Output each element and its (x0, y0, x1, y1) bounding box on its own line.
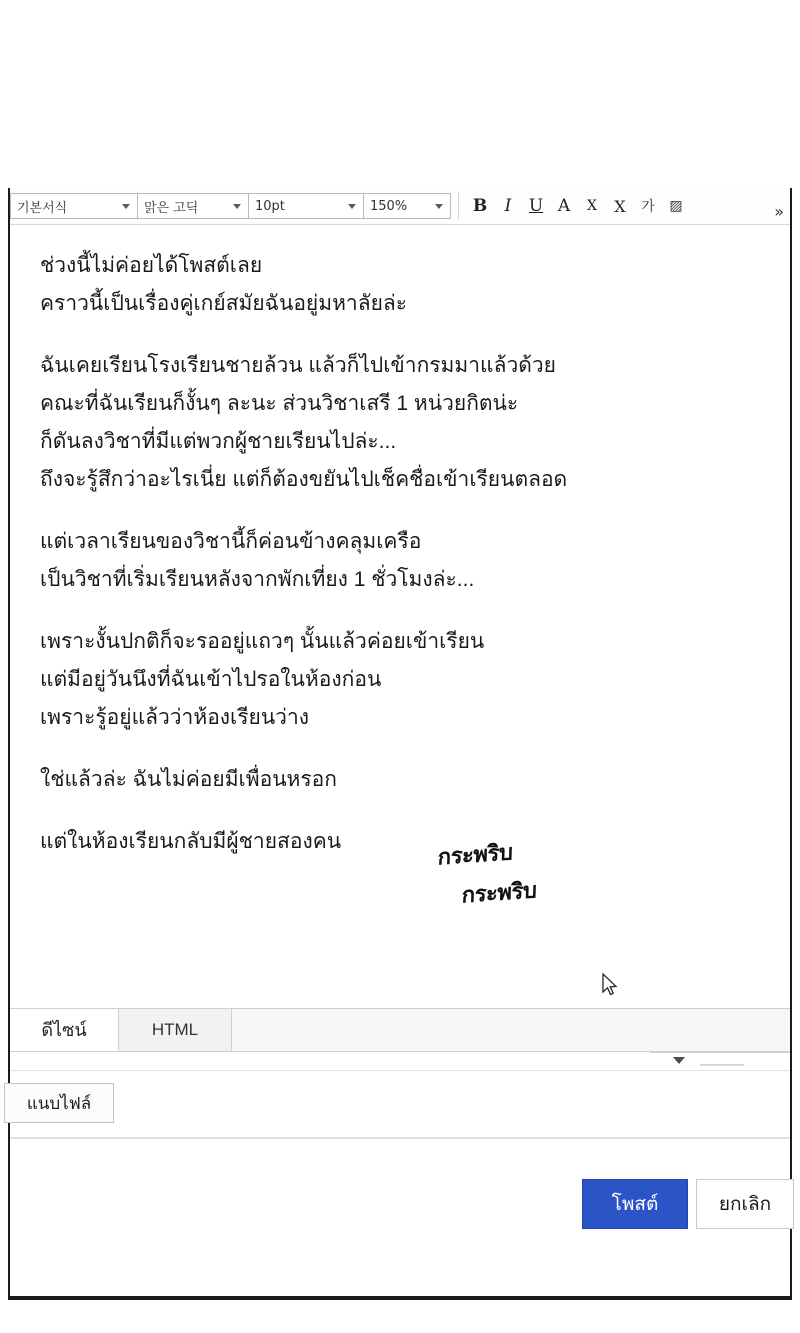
doc-line: แต่มีอยู่วันนึงที่ฉันเข้าไปรอในห้องก่อน (40, 668, 382, 691)
doc-blank-line (40, 323, 760, 347)
bold-button[interactable]: B (472, 196, 488, 216)
text-color-button[interactable]: 가 (641, 199, 655, 215)
doc-blank-line (40, 737, 760, 761)
post-body-editor[interactable] (10, 225, 790, 1008)
post-editor-window (8, 188, 792, 1298)
doc-line: แต่ในห้องเรียนกลับมีผู้ชายสองคน (40, 830, 342, 853)
handwriting-sfx-1: กระพริบ (437, 840, 513, 871)
line-height-select[interactable] (363, 193, 451, 219)
line-height-select-value: 150% (370, 198, 408, 214)
doc-line: ฉันเคยเรียนโรงเรียนชายล้วน แล้วก็ไปเข้ากรมมาแล้วด้วย (40, 354, 556, 377)
resize-grip[interactable] (700, 1064, 744, 1066)
tab-html[interactable] (118, 1009, 232, 1051)
doc-blank-line (40, 599, 760, 623)
post-button[interactable] (582, 1179, 688, 1229)
editor-toolbar (10, 188, 790, 225)
attachment-zone (10, 1070, 790, 1137)
doc-line: เป็นวิชาที่เริ่มเรียนหลังจากพักเที่ยง 1 ชั่วโมงล่ะ... (40, 568, 475, 591)
style-select-value: 기본서식 (17, 200, 68, 216)
post-button-label: โพสต์ (611, 1194, 659, 1215)
doc-blank-line (40, 799, 760, 823)
underline-button[interactable]: U (528, 196, 544, 216)
font-size-select[interactable] (248, 193, 364, 219)
page-bottom-margin (0, 1300, 800, 1333)
style-select[interactable] (10, 193, 138, 219)
chevron-down-icon[interactable] (673, 1057, 685, 1064)
font-family-select[interactable] (137, 193, 249, 219)
editor-resize-strip[interactable] (10, 1051, 790, 1070)
chevron-down-icon (348, 204, 356, 209)
attach-file-button[interactable] (4, 1083, 114, 1123)
doc-line: ใช่แล้วล่ะ ฉันไม่ค่อยมีเพื่อนหรอก (40, 768, 337, 791)
font-size-select-value: 10pt (255, 198, 285, 214)
doc-blank-line (40, 499, 760, 523)
chevron-down-icon (233, 204, 241, 209)
doc-line: เพราะงั้นปกติก็จะรออยู่แถวๆ นั้นแล้วค่อยเข้าเรียน (40, 630, 485, 653)
strikethrough-button[interactable]: A (557, 196, 571, 216)
tabs-filler (232, 1009, 790, 1051)
chevron-down-icon (122, 204, 130, 209)
doc-line: เพราะรู้อยู่แล้วว่าห้องเรียนว่าง (40, 706, 310, 729)
doc-line: ถึงจะรู้สึกว่าอะไรเนี่ย แต่ก็ต้องขยันไปเช็คชื่อเข้าเรียนตลอด (40, 468, 568, 491)
tab-html-label: HTML (151, 1020, 199, 1039)
chevron-down-icon (435, 204, 443, 209)
text-format-group (467, 193, 689, 219)
doc-line: ก็ดันลงวิชาที่มีแต่พวกผู้ชายเรียนไปล่ะ... (40, 430, 397, 453)
attach-file-label: แนบไฟล์ (26, 1093, 92, 1113)
tab-design-label: ดีไซน์ (41, 1020, 87, 1040)
handwriting-sfx-2: กระพริบ (461, 878, 537, 909)
italic-button[interactable]: I (504, 196, 512, 216)
cancel-button-label: ยกเลิก (718, 1194, 772, 1215)
page-top-margin (0, 0, 800, 188)
tab-design[interactable] (10, 1009, 118, 1051)
toolbar-overflow-button[interactable]: » (774, 202, 784, 221)
doc-line: ช่วงนี้ไม่ค่อยได้โพสต์เลย (40, 254, 263, 277)
doc-line: คราวนี้เป็นเรื่องคู่เกย์สมัยฉันอยู่มหาลัยล่ะ (40, 292, 408, 315)
subscript-button[interactable]: X (614, 196, 626, 216)
doc-line: คณะที่ฉันเรียนก็งั้นๆ ละนะ ส่วนวิชาเสรี 1 หน่วยกิตน่ะ (40, 392, 519, 415)
editor-mode-tabs (10, 1008, 790, 1051)
font-family-select-value: 맑은 고딕 (144, 200, 199, 216)
resize-divider (650, 1052, 790, 1053)
footer-action-bar (10, 1139, 790, 1285)
superscript-button[interactable]: X (587, 198, 597, 214)
toolbar-divider (458, 193, 459, 219)
cancel-button[interactable] (696, 1179, 794, 1229)
highlight-color-button[interactable]: ▨ (669, 198, 683, 214)
mouse-cursor-icon (602, 973, 618, 997)
doc-line: แต่เวลาเรียนของวิชานี้ก็ค่อนข้างคลุมเครือ (40, 530, 422, 553)
